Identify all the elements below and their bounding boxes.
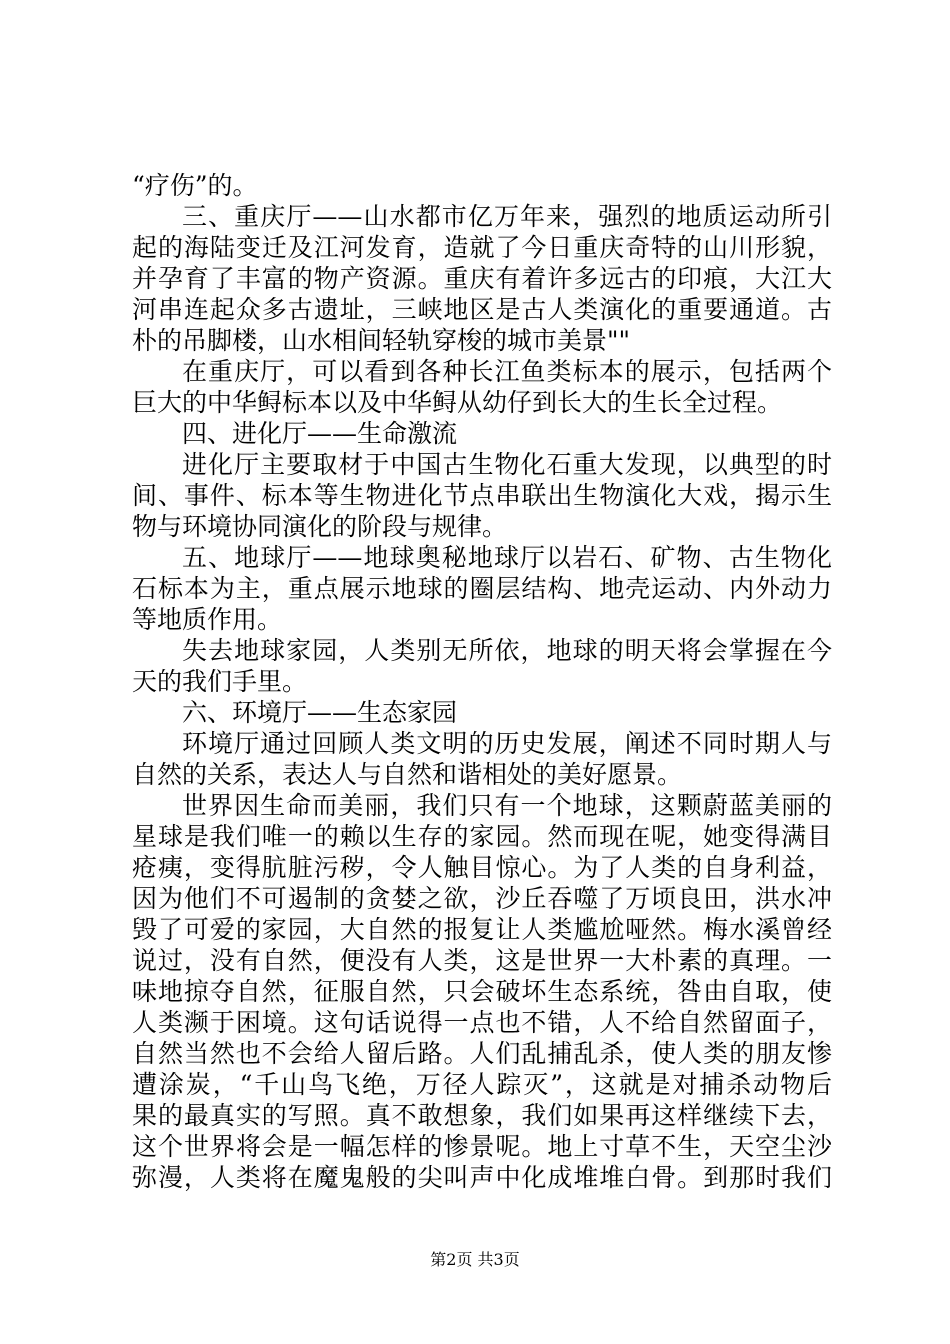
text-line: 果的最真实的写照。真不敢想象，我们如果再这样继续下去， — [132, 1101, 832, 1130]
text-line: 自然当然也不会给人留后路。人们乱捕乱杀，使人类的朋友惨 — [132, 1039, 832, 1068]
text-line: 六、环境厅——生态家园 — [182, 698, 458, 727]
text-line: 弥漫，人类将在魔鬼般的尖叫声中化成堆堆白骨。到那时我们 — [132, 1163, 832, 1192]
body-text — [132, 170, 832, 1193]
text-line: 人类濒于困境。这句话说得一点也不错，人不给自然留面子， — [132, 1008, 832, 1037]
text-line: “疗伤”的。 — [132, 171, 258, 200]
text-line: 星球是我们唯一的赖以生存的家园。然而现在呢，她变得满目 — [132, 822, 832, 851]
page-footer: 第2页 共3页 — [430, 1250, 520, 1269]
text-line: 等地质作用。 — [132, 605, 283, 634]
text-line: 因为他们不可遏制的贪婪之欲，沙丘吞噬了万顷良田，洪水冲 — [132, 884, 832, 913]
text-line: 遭涂炭，“千山鸟飞绝，万径人踪灭”，这就是对捕杀动物后 — [132, 1070, 832, 1099]
text-line: 物与环境协同演化的阶段与规律。 — [132, 512, 508, 541]
text-line: 四、进化厅——生命激流 — [182, 419, 458, 448]
text-line: 环境厅通过回顾人类文明的历史发展，阐述不同时期人与 — [182, 729, 832, 758]
text-line: 河串连起众多古遗址，三峡地区是古人类演化的重要通道。古 — [132, 295, 832, 324]
text-line: 失去地球家园，人类别无所依，地球的明天将会掌握在今 — [182, 636, 832, 665]
text-line: 味地掠夺自然，征服自然，只会破坏生态系统，咎由自取，使 — [132, 977, 832, 1006]
text-line: 疮痍，变得肮脏污秽，令人触目惊心。为了人类的自身利益， — [132, 853, 832, 882]
text-line: 三、重庆厅——山水都市亿万年来，强烈的地质运动所引 — [182, 202, 832, 231]
text-line: 这个世界将会是一幅怎样的惨景呢。地上寸草不生，天空尘沙 — [132, 1132, 832, 1161]
text-line: 起的海陆变迁及江河发育，造就了今日重庆奇特的山川形貌， — [132, 233, 832, 262]
text-line: 间、事件、标本等生物进化节点串联出生物演化大戏，揭示生 — [132, 481, 832, 510]
text-line: 毁了可爱的家园，大自然的报复让人类尴尬哑然。梅水溪曾经 — [132, 915, 832, 944]
text-line: 石标本为主，重点展示地球的圈层结构、地壳运动、内外动力 — [132, 574, 832, 603]
text-line: 并孕育了丰富的物产资源。重庆有着许多远古的印痕，大江大 — [132, 264, 832, 293]
text-line: 世界因生命而美丽，我们只有一个地球，这颗蔚蓝美丽的 — [182, 791, 832, 820]
text-line: 朴的吊脚楼，山水相间轻轨穿梭的城市美景"" — [132, 326, 630, 355]
text-line: 进化厅主要取材于中国古生物化石重大发现，以典型的时 — [182, 450, 832, 479]
text-line: 巨大的中华鲟标本以及中华鲟从幼仔到长大的生长全过程。 — [132, 388, 783, 417]
text-line: 五、地球厅——地球奥秘地球厅以岩石、矿物、古生物化 — [182, 543, 832, 572]
text-line: 自然的关系，表达人与自然和谐相处的美好愿景。 — [132, 760, 683, 789]
text-line: 天的我们手里。 — [132, 667, 308, 696]
text-line: 在重庆厅，可以看到各种长江鱼类标本的展示，包括两个 — [182, 357, 832, 386]
text-line: 说过，没有自然，便没有人类，这是世界一大朴素的真理。一 — [132, 946, 832, 975]
